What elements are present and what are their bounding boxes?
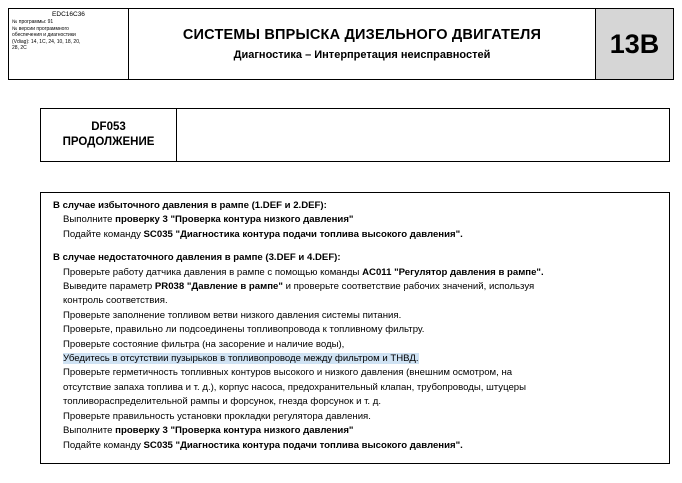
fault-code-continuation: ПРОДОЛЖЕНИЕ xyxy=(62,136,155,148)
header-code-block xyxy=(9,9,129,79)
ecu-code-line-4: 28, 2C xyxy=(12,45,27,51)
section-spacer xyxy=(53,242,659,251)
section1-line-0: Выполните проверку 3 "Проверка контура низкого давления" xyxy=(63,214,354,226)
section2-line-2: контроль соответствия. xyxy=(63,295,168,307)
section2-line-1: Выведите параметр PR038 "Давление в рампе" и проверьте соответствие рабочих значений, используя xyxy=(63,281,535,293)
section2-line-5: Проверьте состояние фильтра (на засорение и наличие воды), xyxy=(63,338,345,350)
header-title-group xyxy=(129,9,595,79)
document-subtitle: Диагностика – Интерпретация неисправностей xyxy=(233,49,491,61)
section2-line-6 xyxy=(53,352,659,365)
section2-line-11: Выполните проверку 3 "Проверка контура низкого давления" xyxy=(63,425,354,437)
section1-heading: В случае избыточного давления в рампе (1.DEF и 2.DEF): xyxy=(53,200,327,211)
highlighted-text: Убедитесь в отсутствии пузырьков в топливопроводе между фильтром и ТНВД. xyxy=(63,353,419,365)
section1-line-1: Подайте команду SC035 "Диагностика контура подачи топлива высокого давления". xyxy=(63,228,463,240)
section2-line-7: Проверьте герметичность топливных контуров высокого и низкого давления (внешним осмотром, на xyxy=(63,367,513,379)
fault-code: DF053 xyxy=(91,121,126,133)
page-number: 13B xyxy=(609,28,660,59)
ecu-code-line-1: № версии программного xyxy=(12,25,69,32)
section2-line-10: Проверьте правильность установки прокладки регулятора давления. xyxy=(63,410,371,422)
document-header xyxy=(8,8,674,80)
instructions-box xyxy=(40,192,670,464)
page-number-box xyxy=(595,9,673,79)
section1-lines xyxy=(53,213,659,241)
fault-code-description-cell xyxy=(177,109,669,161)
ecu-code-line-0: № программы: 91 xyxy=(12,19,54,25)
ecu-code: EDC16C36 xyxy=(52,11,85,18)
fault-code-block xyxy=(40,108,670,162)
ecu-code-line-3: (Vdiag): 14, 1C, 24, 10, 18, 20, xyxy=(12,38,81,45)
fault-code-cell xyxy=(41,109,177,161)
section2-line-3: Проверьте заполнение топливом ветви низкого давления системы питания. xyxy=(63,309,402,321)
section2-line-4: Проверьте, правильно ли подсоединены топливопровода к топливному фильтру. xyxy=(63,324,425,336)
section2-heading: В случае недостаточного давления в рампе (3.DEF и 4.DEF): xyxy=(53,252,341,264)
section2-line-9: топливораспределительной рампы и форсунок, гнезда форсунок и т. д. xyxy=(63,396,382,408)
section2-line-8: отсутствие запаха топлива и т. д.), корпус насоса, предохранительный клапан, трубопроводы, штуцеры xyxy=(63,381,527,393)
section2-line-0: Проверьте работу датчика давления в рампе с помощью команды AC011 "Регулятор давления в рампе". xyxy=(63,266,544,278)
section2-line-12: Подайте команду SC035 "Диагностика контура подачи топлива высокого давления". xyxy=(63,439,463,451)
document-title: СИСТЕМЫ ВПРЫСКА ДИЗЕЛЬНОГО ДВИГАТЕЛЯ xyxy=(182,27,542,43)
section2-lines xyxy=(53,266,659,452)
ecu-code-line-2: обеспечения и диагностики xyxy=(12,32,76,38)
